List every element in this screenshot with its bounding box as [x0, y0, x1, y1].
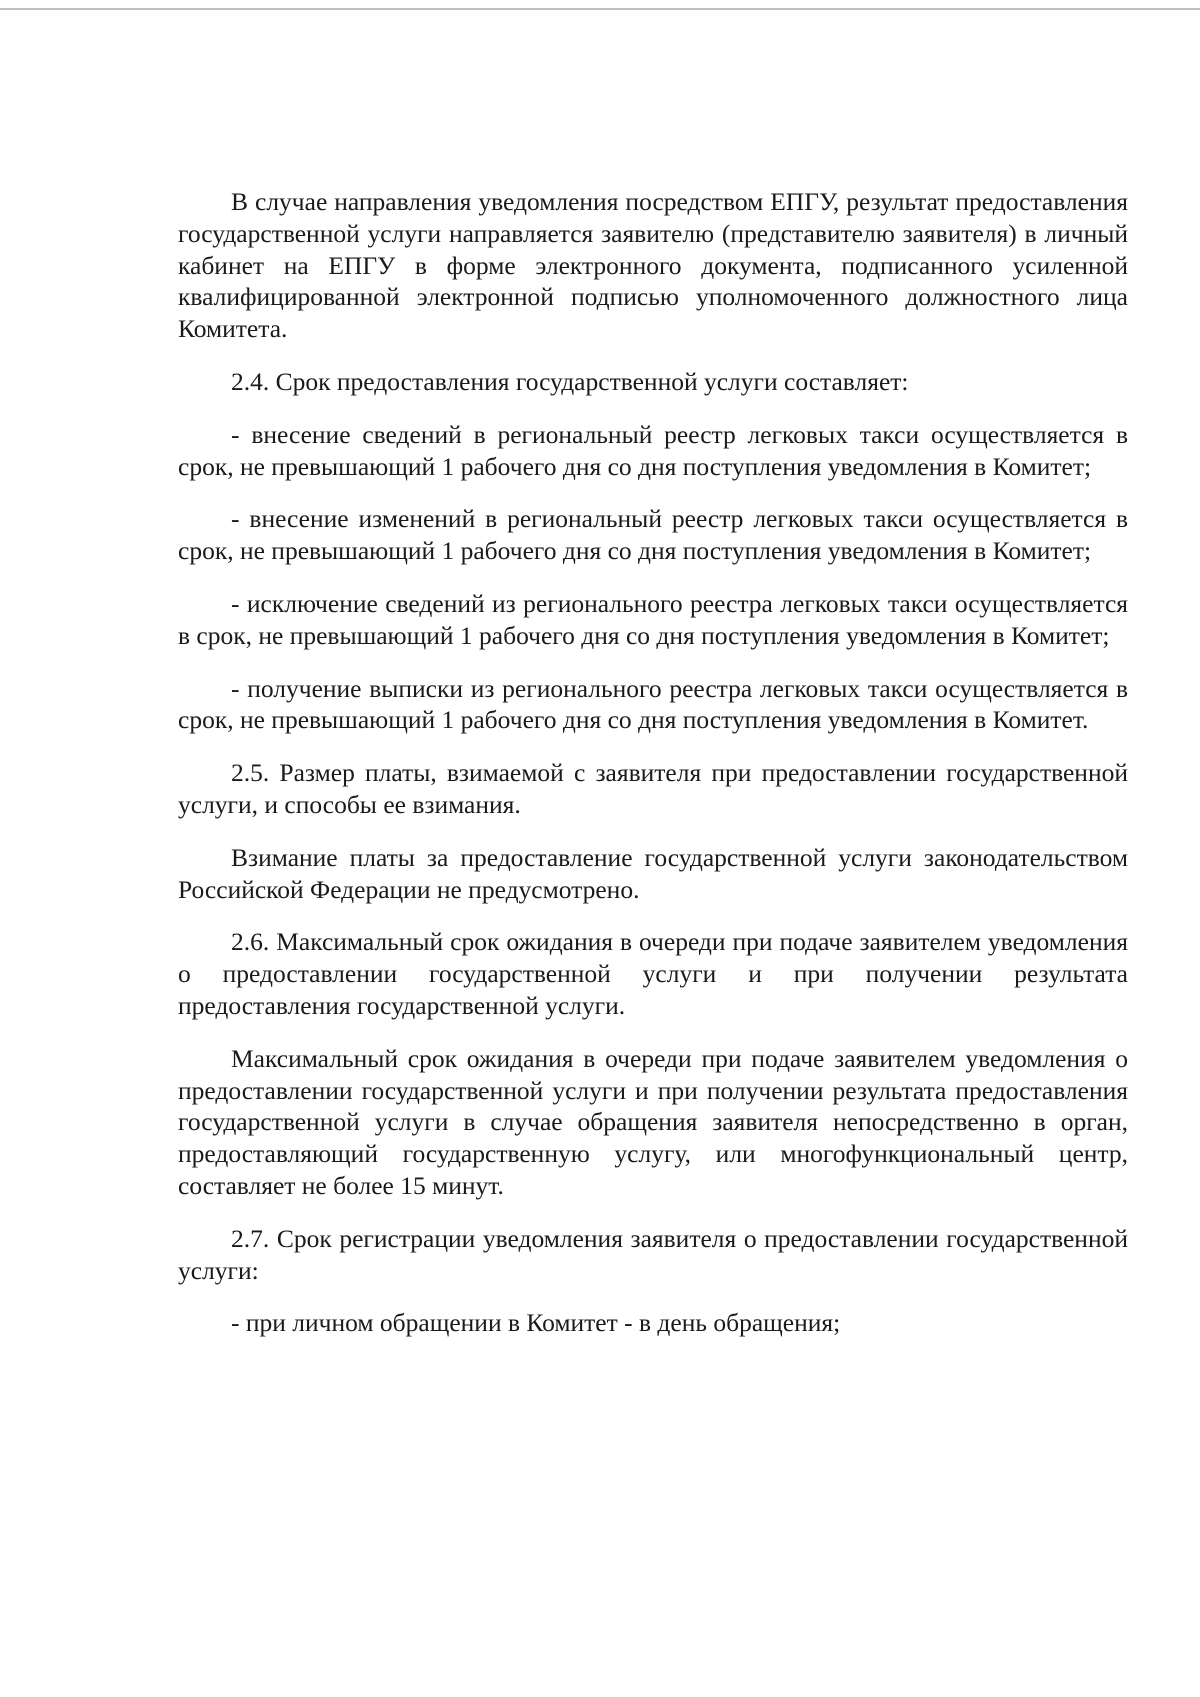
paragraph-epgu-result: В случае направления уведомления посредством ЕПГУ, результат предоставления государственной услуги направляется заявителю (представителю заявителя) в личный кабинет на ЕПГУ в форме электронного документа, подписанного усиленной квалифицированной электронной подписью уполномоченного должностного лица Комитета. [178, 187, 1128, 344]
paragraph-register-entry: - внесение сведений в региональный реестр легковых такси осуществляется в срок, не превышающий 1 рабочего дня со дня поступления уведомления в Комитет; [178, 419, 1128, 481]
paragraph-2-5-fee: 2.5. Размер платы, взимаемой с заявителя при предоставлении государственной услуги, и способы ее взимания. [178, 758, 1128, 819]
paragraph-2-7-registration: 2.7. Срок регистрации уведомления заявителя о предоставлении государственной услуги: [178, 1223, 1128, 1285]
scan-top-edge [0, 8, 1200, 10]
paragraph-queue-time: Максимальный срок ожидания в очереди при подаче заявителем уведомления о предоставлении государственной услуги и при получении результата предоставления государственной услуги в случае обращения заявителя непосредственно в орган, предоставляющий государственную услугу, или многофункциональный центр, составляет не более 15 минут. [178, 1043, 1128, 1200]
paragraph-register-changes: - внесение изменений в региональный реестр легковых такси осуществляется в срок, не превышающий 1 рабочего дня со дня поступления уведомления в Комитет; [178, 504, 1128, 566]
paragraph-2-4-heading: 2.4. Срок предоставления государственной услуги составляет: [231, 366, 909, 396]
paragraph-register-exclusion: - исключение сведений из регионального реестра легковых такси осуществляется в срок, не превышающий 1 рабочего дня со дня поступления уведомления в Комитет; [178, 588, 1128, 650]
paragraph-2-6-queue: 2.6. Максимальный срок ожидания в очереди при подаче заявителем уведомления о предоставлении государственной услуги и при получении результата предоставления государственной услуги. [178, 927, 1128, 1020]
document-body [178, 186, 1128, 1360]
paragraph-personal-visit: - при личном обращении в Комитет - в день обращения; [231, 1308, 841, 1338]
paragraph-no-fee: Взимание платы за предоставление государственной услуги законодательством Российской Федерации не предусмотрено. [178, 842, 1128, 904]
paragraph-register-extract: - получение выписки из регионального реестра легковых такси осуществляется в срок, не превышающий 1 рабочего дня со дня поступления уведомления в Комитет. [178, 673, 1128, 735]
